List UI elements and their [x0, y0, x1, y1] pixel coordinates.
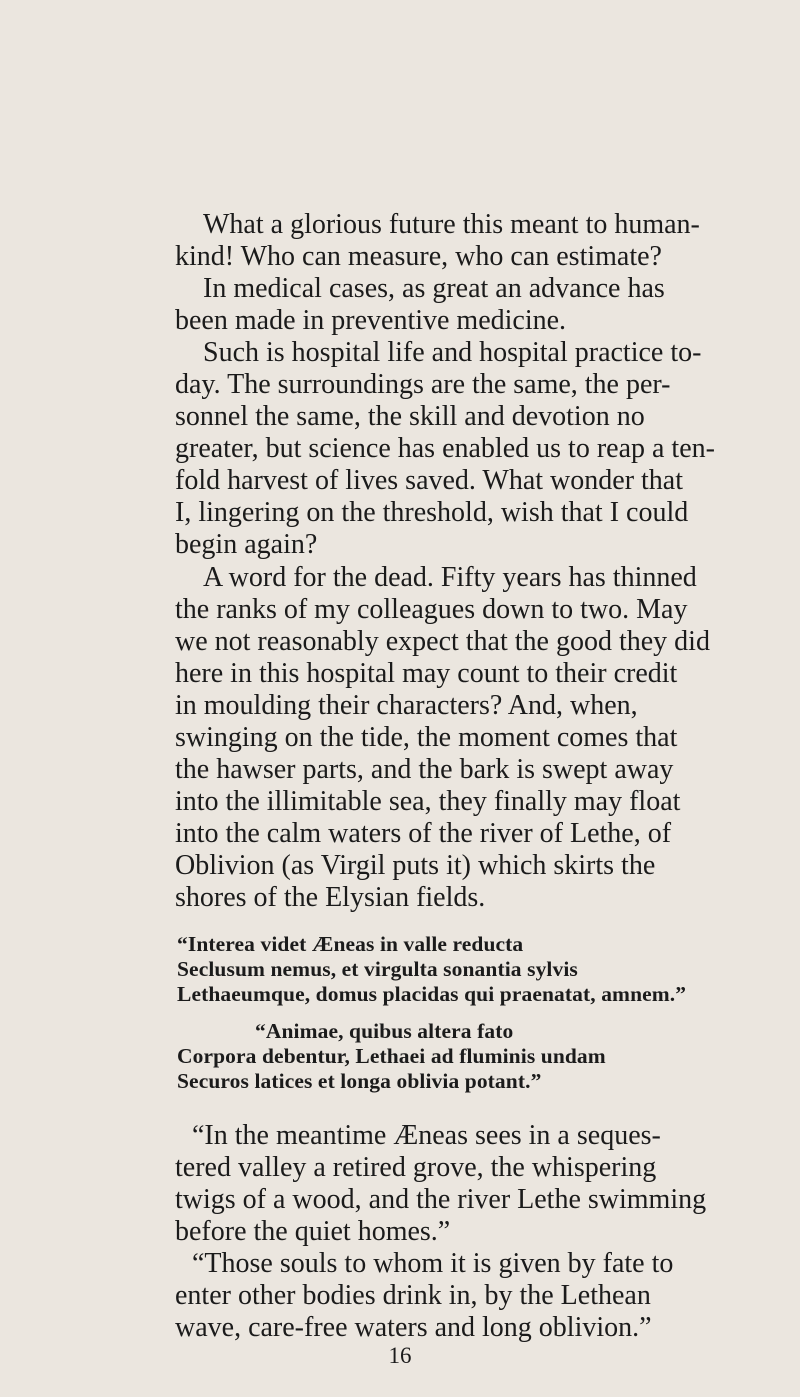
verse-line: “Animae, quibus altera fato [255, 1019, 514, 1043]
text-line: kind! Who can measure, who can estimate? [175, 241, 662, 272]
text-line: day. The surroundings are the same, the per- [175, 369, 671, 400]
text-line: I, lingering on the threshold, wish that I could [175, 497, 689, 528]
text-line: sonnel the same, the skill and devotion no [175, 401, 645, 432]
text-line: fold harvest of lives saved. What wonder that [175, 465, 684, 496]
text-line: “Those souls to whom it is given by fate to [192, 1248, 674, 1279]
text-line: A word for the dead. Fifty years has thinned [203, 562, 697, 593]
text-line: been made in preventive medicine. [175, 305, 567, 336]
verse-line: Securos latices et longa oblivia potant.” [177, 1069, 542, 1093]
text-line: into the illimitable sea, they finally may float [175, 786, 681, 817]
text-line: here in this hospital may count to their credit [175, 658, 678, 689]
text-line: begin again? [175, 529, 318, 560]
page-number: 16 [388, 1343, 412, 1368]
verse-line: Corpora debentur, Lethaei ad fluminis undam [177, 1044, 606, 1068]
text-line: into the calm waters of the river of Lethe, of [175, 818, 672, 849]
verse-line: “Interea videt Æneas in valle reducta [177, 932, 524, 956]
text-line: wave, care-free waters and long oblivion.” [175, 1312, 652, 1343]
text-line: the hawser parts, and the bark is swept away [175, 754, 674, 785]
text-line: twigs of a wood, and the river Lethe swimming [175, 1184, 707, 1215]
text-line: What a glorious future this meant to human- [203, 209, 700, 240]
text-line: the ranks of my colleagues down to two. May [175, 594, 688, 625]
verse-line: Lethaeumque, domus placidas qui praenatat, amnem.” [177, 982, 687, 1006]
text-line: greater, but science has enabled us to reap a ten- [175, 433, 715, 464]
verse-line: Seclusum nemus, et virgulta sonantia sylvis [177, 957, 578, 981]
text-line: Oblivion (as Virgil puts it) which skirts the [175, 850, 656, 881]
text-line: shores of the Elysian fields. [175, 882, 486, 913]
text-line: enter other bodies drink in, by the Lethean [175, 1280, 651, 1311]
text-line: before the quiet homes.” [175, 1216, 451, 1247]
text-line: in moulding their characters? And, when, [175, 690, 638, 721]
text-line: In medical cases, as great an advance has [203, 273, 665, 304]
text-line: Such is hospital life and hospital practice to- [203, 337, 702, 368]
text-line: tered valley a retired grove, the whispering [175, 1152, 657, 1183]
text-line: swinging on the tide, the moment comes that [175, 722, 678, 753]
text-line: “In the meantime Æneas sees in a seques- [192, 1120, 661, 1151]
text-line: we not reasonably expect that the good they did [175, 626, 710, 657]
